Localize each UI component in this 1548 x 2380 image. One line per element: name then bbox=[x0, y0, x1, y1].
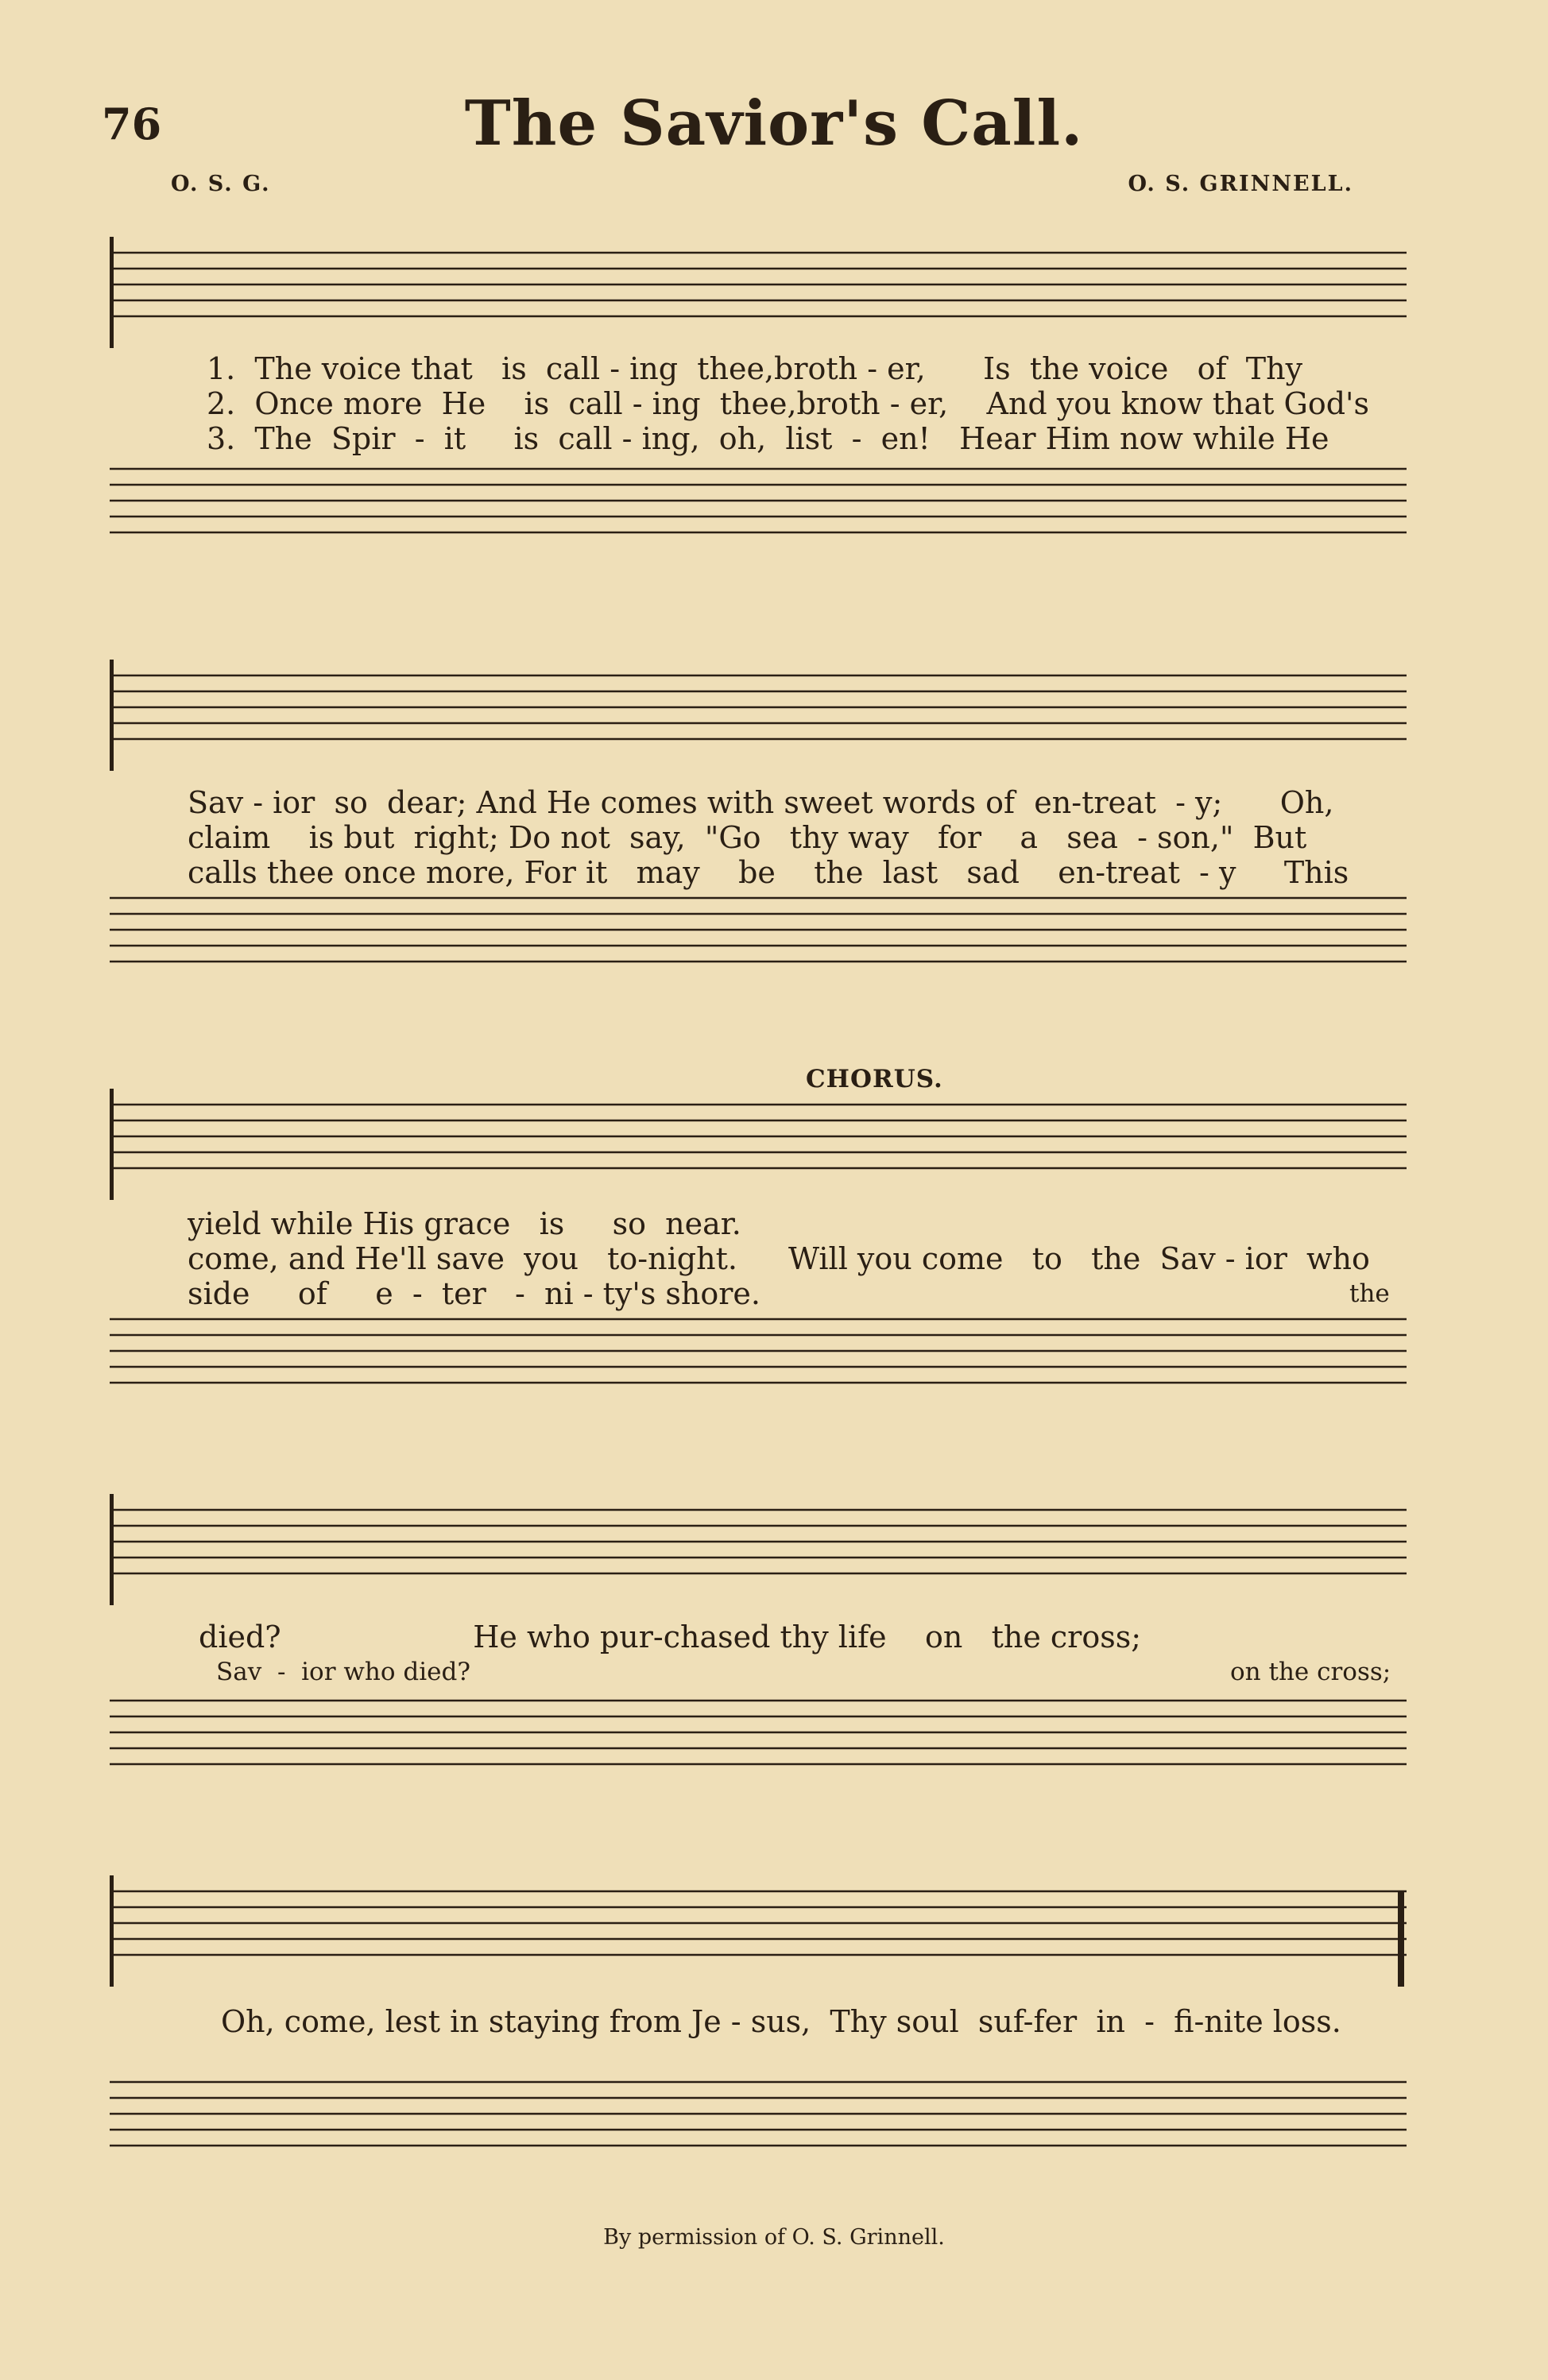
bass-staff-1 bbox=[110, 453, 1407, 564]
composer-credit: O. S. GRINNELL. bbox=[1128, 172, 1353, 196]
lyric-verse-2: come, and He'll save you to-night. bbox=[188, 1241, 737, 1276]
lyric-line: Oh, come, lest in staying from Je - sus, Thy soul suf-fer in - fi-nite loss. bbox=[221, 2004, 1341, 2039]
treble-staff-2 bbox=[110, 660, 1407, 771]
treble-staff-5 bbox=[110, 1875, 1407, 1987]
lyric-line: died? He who pur-chased thy life on the cross; bbox=[199, 1620, 1142, 1654]
music-system-2 bbox=[110, 652, 1407, 1017]
lyric-verse-2: 2. Once more He is call - ing thee,broth - er, And you know that God's bbox=[207, 386, 1369, 421]
music-system-5 bbox=[110, 1875, 1407, 2209]
bass-staff-3 bbox=[110, 1303, 1407, 1414]
lyric-verse-1: 1. The voice that is call - ing thee,broth - er, Is the voice of Thy bbox=[207, 351, 1303, 386]
bass-staff-2 bbox=[110, 882, 1407, 993]
chorus-lyric-small: the bbox=[1349, 1279, 1390, 1308]
hymn-title: The Savior's Call. bbox=[464, 87, 1084, 160]
treble-staff-4 bbox=[110, 1494, 1407, 1605]
lyric-verse-3: 3. The Spir - it is call - ing, oh, list - en! Hear Him now while He bbox=[207, 421, 1329, 456]
chorus-label: CHORUS. bbox=[806, 1065, 943, 1093]
lyric-line-small-right: on the cross; bbox=[1230, 1658, 1391, 1686]
chorus-lyric: Will you come to the Sav - ior who bbox=[788, 1241, 1370, 1276]
lyric-verse-1: yield while His grace is so near. bbox=[188, 1206, 741, 1241]
bass-staff-5 bbox=[110, 2066, 1407, 2177]
music-system-3 bbox=[110, 1065, 1407, 1430]
lyric-verse-2: claim is but right; Do not say, "Go thy way for a sea - son," But bbox=[188, 820, 1307, 855]
page-number: 76 bbox=[102, 99, 162, 149]
lyricist-credit: O. S. G. bbox=[171, 172, 271, 196]
lyric-verse-3: calls thee once more, For it may be the last sad en-treat - y This bbox=[188, 855, 1349, 890]
lyric-verse-3: side of e - ter - ni - ty's shore. bbox=[188, 1276, 760, 1311]
treble-staff-1 bbox=[110, 237, 1407, 348]
lyric-verse-1: Sav - ior so dear; And He comes with sweet words of en-treat - y; Oh, bbox=[188, 785, 1334, 820]
permission-footer: By permission of O. S. Grinnell. bbox=[603, 2225, 945, 2250]
music-system-1 bbox=[110, 215, 1407, 580]
lyric-line-small-left: Sav - ior who died? bbox=[216, 1658, 470, 1686]
bass-staff-4 bbox=[110, 1685, 1407, 1796]
treble-staff-3 bbox=[110, 1089, 1407, 1200]
music-system-4 bbox=[110, 1494, 1407, 1828]
